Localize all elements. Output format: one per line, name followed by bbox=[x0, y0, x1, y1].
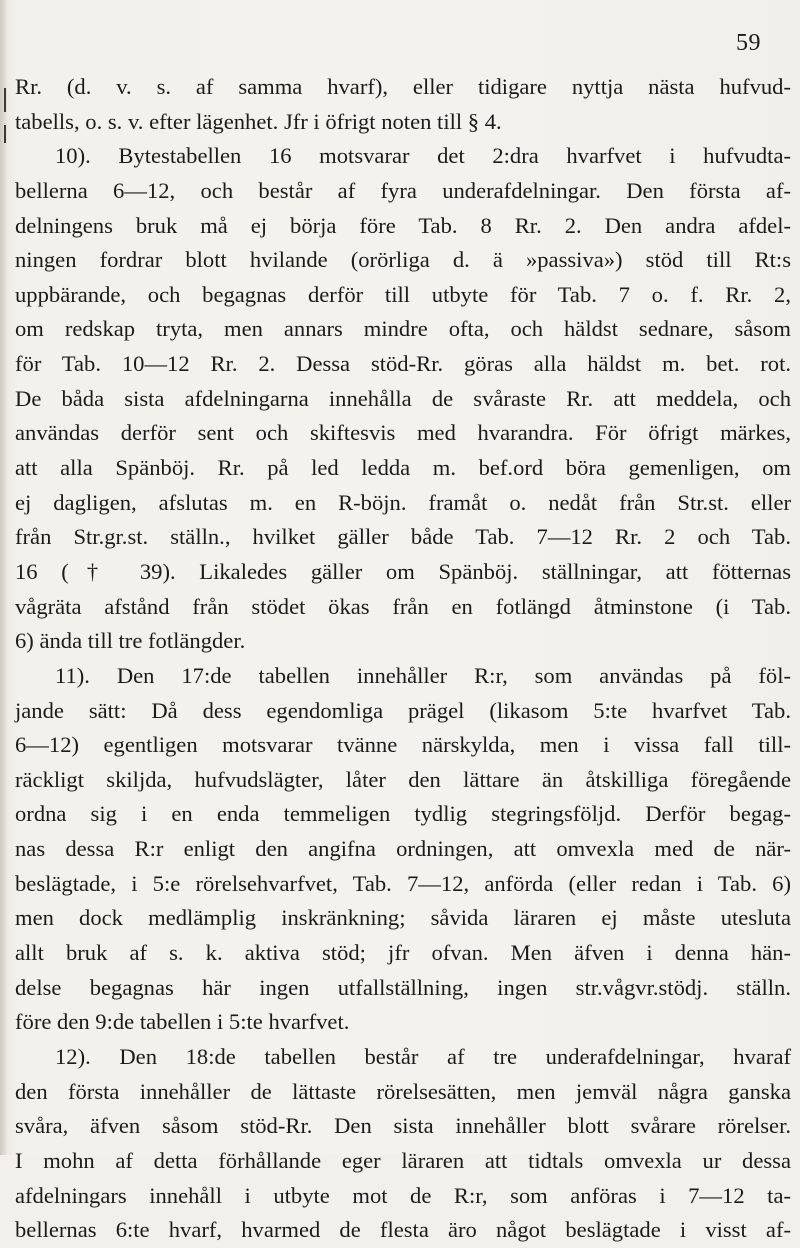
text-line: 16 († 39). Likaledes gäller om Spänböj. ställningar, att fötternas bbox=[15, 558, 791, 584]
text-line: 11). Den 17:de tabellen innehåller R:r, som användas på föl- bbox=[55, 662, 791, 688]
text-line: 6) ända till tre fotlängder. bbox=[15, 628, 246, 654]
text-line: ningen fordrar blott hvilande (orörliga d. ä »passiva») stöd till Rt:s bbox=[15, 247, 791, 273]
text-line: ej dagligen, afslutas m. en R-böjn. framåt o. nedåt från Str.st. eller bbox=[15, 489, 791, 515]
text-line: delse begagnas här ingen utfallställning, ingen str.vågvr.stödj. ställn. bbox=[15, 974, 791, 1000]
text-line: men dock medlämplig inskränkning; såvida läraren ej måste utesluta bbox=[15, 905, 791, 931]
text-line: uppbärande, och begagnas derför till utbyte för Tab. 7 o. f. Rr. 2, bbox=[15, 281, 791, 307]
text-line: nas dessa R:r enligt den angifna ordningen, att omvexla med de när- bbox=[15, 836, 791, 862]
text-line: bellernas 6:te hvarf, hvarmed de flesta äro något beslägtade i visst af- bbox=[15, 1217, 791, 1243]
text-line: vågräta afstånd från stödet ökas från en fotlängd åtminstone (i Tab. bbox=[15, 593, 791, 619]
text-line: jande sätt: Då dess egendomliga prägel (likasom 5:te hvarfvet Tab. bbox=[15, 697, 791, 723]
text-line: I mohn af detta förhållande eger läraren att tidtals omvexla ur dessa bbox=[15, 1147, 791, 1173]
text-line: räckligt skiljda, hufvudslägter, låter den lättare än åtskilliga föregående bbox=[15, 766, 791, 792]
text-line: allt bruk af s. k. aktiva stöd; jfr ofvan. Men äfven i denna hän- bbox=[15, 940, 791, 966]
text-line: att alla Spänböj. Rr. på led ledda m. bef.ord böra gemenligen, om bbox=[15, 455, 791, 481]
text-line: före den 9:de tabellen i 5:te hvarfvet. bbox=[15, 1009, 350, 1035]
text-line: om redskap tryta, men annars mindre ofta, och häldst sednare, såsom bbox=[15, 316, 791, 342]
text-line: tabells, o. s. v. efter lägenhet. Jfr i öfrigt noten till § 4. bbox=[15, 108, 502, 134]
text-line: från Str.gr.st. ställn., hvilket gäller både Tab. 7—12 Rr. 2 och Tab. bbox=[15, 524, 791, 550]
text-line: ordna sig i en enda temmeligen tydlig stegringsföljd. Derför begag- bbox=[15, 801, 791, 827]
text-line: De båda sista afdelningarna innehålla de svåraste Rr. att meddela, och bbox=[15, 385, 791, 411]
text-line: afdelningars innehåll i utbyte mot de R:r, som anföras i 7—12 ta- bbox=[15, 1182, 791, 1208]
text-line: svåra, äfven såsom stöd-Rr. Den sista innehåller blott svårare rörelser. bbox=[15, 1113, 791, 1139]
text-line: 12). Den 18:de tabellen består af tre underafdelningar, hvaraf bbox=[55, 1043, 791, 1069]
margin-mark bbox=[4, 88, 6, 112]
text-line: den första innehåller de lättaste rörelsesätten, men jemväl några ganska bbox=[15, 1078, 791, 1104]
text-line: beslägtade, i 5:e rörelsehvarfvet, Tab. 7—12, anförda (eller redan i Tab. 6) bbox=[15, 870, 791, 896]
text-line: för Tab. 10—12 Rr. 2. Dessa stöd-Rr. göras alla häldst m. bet. rot. bbox=[15, 351, 791, 377]
text-line: delningens bruk må ej börja före Tab. 8 Rr. 2. Den andra afdel- bbox=[15, 212, 791, 238]
body-text bbox=[15, 70, 791, 1248]
text-line: bellerna 6—12, och består af fyra underafdelningar. Den första af- bbox=[15, 177, 791, 203]
text-line: 6—12) egentligen motsvarar tvänne närskylda, men i vissa fall till- bbox=[15, 732, 791, 758]
margin-mark bbox=[4, 125, 6, 143]
page-number: 59 bbox=[736, 30, 761, 56]
text-line: Rr. (d. v. s. af samma hvarf), eller tidigare nyttja nästa hufvud- bbox=[15, 74, 791, 99]
text-line: 10). Bytestabellen 16 motsvarar det 2:dra hvarfvet i hufvudta- bbox=[55, 143, 791, 169]
page-edge-shadow bbox=[0, 0, 8, 1155]
text-line: användas derför sent och skiftesvis med hvarandra. För öfrigt märkes, bbox=[15, 420, 791, 446]
